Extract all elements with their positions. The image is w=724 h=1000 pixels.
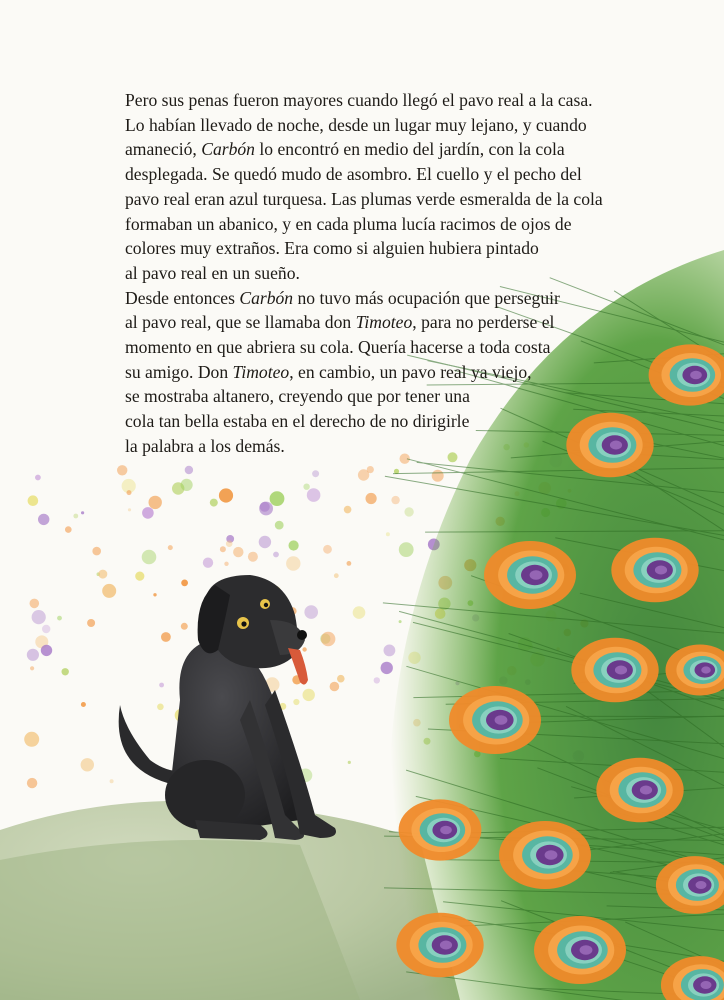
peacock-feather-eye	[596, 758, 683, 823]
peacock-feather-eye	[449, 686, 541, 754]
story-line	[125, 236, 645, 261]
story-text-segment: Pero sus penas fueron mayores cuando llegó el pavo real a la casa.	[125, 90, 593, 110]
story-line	[125, 162, 645, 187]
story-line	[125, 187, 645, 212]
story-text-segment: al pavo real, que se llamaba don	[125, 312, 356, 333]
story-line	[125, 360, 645, 385]
story-text	[125, 88, 645, 459]
peacock-feather-eye	[484, 541, 576, 609]
story-text-segment: amaneció,	[125, 139, 202, 160]
story-line	[125, 310, 645, 335]
story-line	[125, 335, 645, 360]
peacock-feather-eye	[396, 913, 483, 978]
story-text-segment: lo encontró en medio del jardín, con la cola	[254, 139, 565, 160]
story-text-segment: , para no perderse el	[412, 312, 555, 333]
story-line	[125, 409, 645, 434]
peacock-feather-eye	[399, 799, 482, 860]
story-name-italic: Timoteo	[355, 312, 413, 333]
story-text-segment: la palabra a los demás.	[125, 435, 285, 456]
peacock-feather-eye	[571, 638, 658, 703]
story-line	[125, 137, 645, 162]
peacock-feather-eye	[499, 821, 591, 889]
story-line	[125, 261, 645, 286]
story-text-segment: desplegada. Se quedó mudo de asombro. El cuello y el pecho del	[125, 164, 582, 185]
story-text-segment: Lo habían llevado de noche, desde un lugar muy lejano, y cuando	[125, 114, 587, 135]
story-text-segment: momento en que abriera su cola. Quería hacerse a toda costa	[125, 337, 551, 358]
story-line	[125, 212, 645, 237]
story-line	[125, 286, 645, 311]
peacock-feather-eye	[534, 916, 626, 984]
story-name-italic: Timoteo	[232, 361, 290, 382]
story-text-segment: se mostraba altanero, creyendo que por tener una	[125, 386, 470, 407]
story-text-segment: Desde entonces	[125, 287, 240, 308]
story-line	[125, 113, 645, 138]
story-line	[125, 384, 645, 409]
story-name-italic: Carbón	[201, 139, 255, 160]
story-text-segment: colores muy extraños. Era como si alguien hubiera pintado	[125, 238, 539, 259]
dog-carbon	[119, 575, 336, 840]
story-text-segment: su amigo. Don	[125, 361, 233, 382]
story-name-italic: Carbón	[239, 287, 294, 308]
story-text-segment: formaban un abanico, y en cada pluma lucía racimos de ojos de	[125, 213, 572, 234]
story-text-segment: , en cambio, un pavo real ya viejo,	[289, 361, 532, 382]
story-text-segment: cola tan bella estaba en el derecho de no dirigirle	[125, 411, 470, 432]
story-text-segment: pavo real eran azul turquesa. Las plumas verde esmeralda de la cola	[125, 188, 603, 209]
story-line	[125, 88, 645, 113]
story-line	[125, 434, 645, 459]
story-text-segment: al pavo real en un sueño.	[125, 262, 300, 283]
story-text-segment: no tuvo más ocupación que perseguir	[293, 287, 560, 308]
peacock-feather-eye	[611, 538, 698, 603]
